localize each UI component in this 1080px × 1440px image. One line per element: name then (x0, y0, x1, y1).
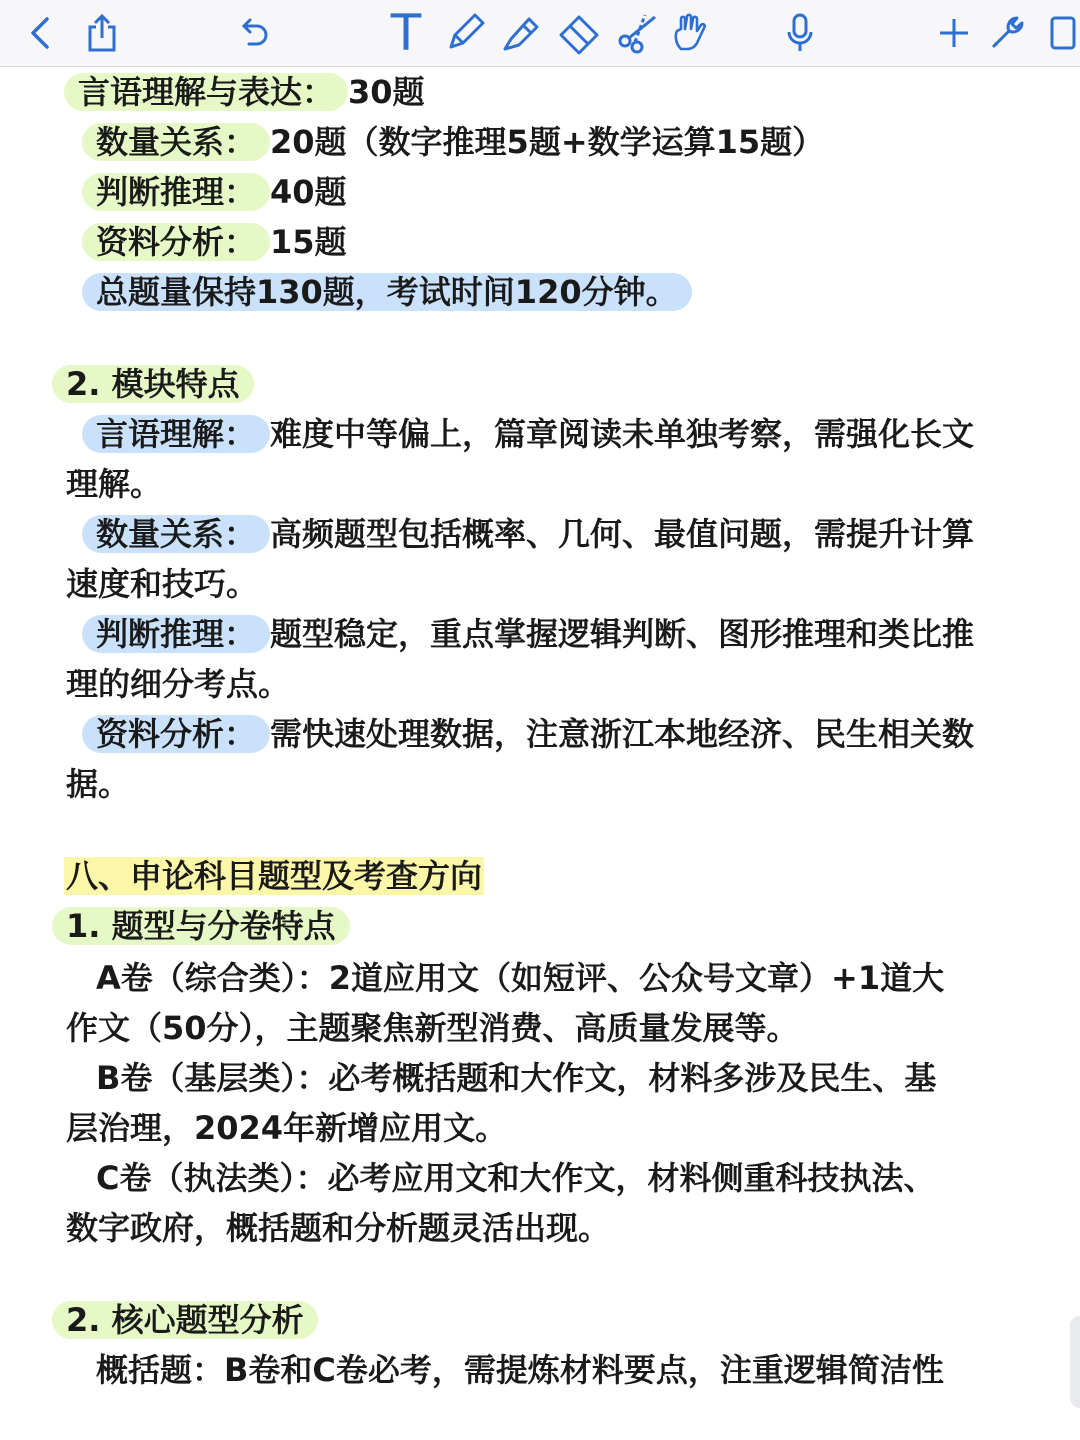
pen-icon[interactable] (440, 8, 490, 58)
essay-sub2-row (66, 1298, 318, 1342)
highlighter-icon[interactable] (496, 8, 546, 58)
data-feature-cont: 据。 (66, 765, 131, 803)
quant-feature-row (96, 512, 974, 556)
quant-feature-text: 高频题型包括概率、几何、最值问题，需提升计算 (270, 515, 975, 553)
share-icon[interactable] (80, 8, 124, 58)
paper-b-line1: B卷（基层类）：必考概括题和大作文，材料多涉及民生、基 (96, 1059, 937, 1097)
data-count-label: 资料分析： (82, 223, 270, 261)
paper-b-line2: 层治理，2024年新增应用文。 (66, 1109, 508, 1147)
scroll-handle[interactable] (1070, 1316, 1080, 1408)
undo-icon[interactable] (232, 8, 276, 58)
hand-icon[interactable] (666, 8, 716, 58)
module-heading: 2. 模块特点 (52, 365, 254, 403)
essay-sub1-heading: 1. 题型与分卷特点 (52, 907, 350, 945)
verbal-feature-text: 难度中等偏上，篇章阅读未单独考察，需强化长文 (270, 415, 975, 453)
wrench-icon[interactable] (984, 8, 1030, 58)
judgment-count-value: 40题 (270, 173, 347, 211)
quant-feature-cont: 速度和技巧。 (66, 565, 259, 603)
back-icon[interactable] (20, 8, 60, 58)
add-icon[interactable] (932, 8, 976, 58)
page-icon[interactable] (1044, 8, 1080, 58)
text-tool-label: T (390, 4, 422, 62)
judgment-feature-text: 题型稳定，重点掌握逻辑判断、图形推理和类比推 (270, 615, 975, 653)
data-feature-text: 需快速处理数据，注意浙江本地经济、民生相关数 (270, 715, 975, 753)
judgment-feature-cont: 理的细分考点。 (66, 665, 291, 703)
judgment-feature-label: 判断推理： (82, 615, 270, 653)
essay-section-row (66, 854, 484, 898)
total-row (96, 270, 692, 314)
verbal-count-value: 30题 (348, 73, 425, 111)
verbal-feature-cont: 理解。 (66, 465, 163, 503)
essay-sub1-row (66, 904, 350, 948)
paper-a-line1: A卷（综合类）：2道应用文（如短评、公众号文章）+1道大 (96, 959, 945, 997)
scissors-icon[interactable] (612, 8, 662, 58)
quant-count-value: 20题（数字推理5题+数学运算15题） (270, 123, 825, 161)
microphone-icon[interactable] (778, 8, 822, 58)
verbal-feature-row (96, 412, 974, 456)
verbal-count-label: 言语理解与表达： (64, 73, 348, 111)
judgment-feature-row (96, 612, 974, 656)
quant-count-row (96, 120, 824, 164)
paper-a-line2: 作文（50分），主题聚焦新型消费、高质量发展等。 (66, 1009, 799, 1047)
eraser-icon[interactable] (554, 8, 604, 58)
data-feature-row (96, 712, 974, 756)
essay-sub2-heading: 2. 核心题型分析 (52, 1301, 318, 1339)
total-text: 总题量保持130题，考试时间120分钟。 (82, 273, 692, 311)
summary-question-line: 概括题：B卷和C卷必考，需提炼材料要点，注重逻辑简洁性 (96, 1351, 944, 1389)
paper-c-line2: 数字政府，概括题和分析题灵活出现。 (66, 1209, 611, 1247)
text-tool-icon[interactable] (384, 4, 428, 62)
verbal-feature-label: 言语理解： (82, 415, 270, 453)
toolbar (0, 0, 1080, 67)
note-page[interactable] (0, 66, 1080, 1440)
data-count-row (96, 220, 347, 264)
data-count-value: 15题 (270, 223, 347, 261)
module-heading-row (66, 362, 254, 406)
essay-section-title: 八、申论科目题型及考查方向 (66, 857, 483, 895)
judgment-count-label: 判断推理： (82, 173, 270, 211)
quant-count-label: 数量关系： (82, 123, 270, 161)
judgment-count-row (96, 170, 347, 214)
data-feature-label: 资料分析： (82, 715, 270, 753)
paper-c-line1: C卷（执法类）：必考应用文和大作文，材料侧重科技执法、 (96, 1159, 936, 1197)
quant-feature-label: 数量关系： (82, 515, 270, 553)
verbal-count-row (78, 70, 425, 114)
